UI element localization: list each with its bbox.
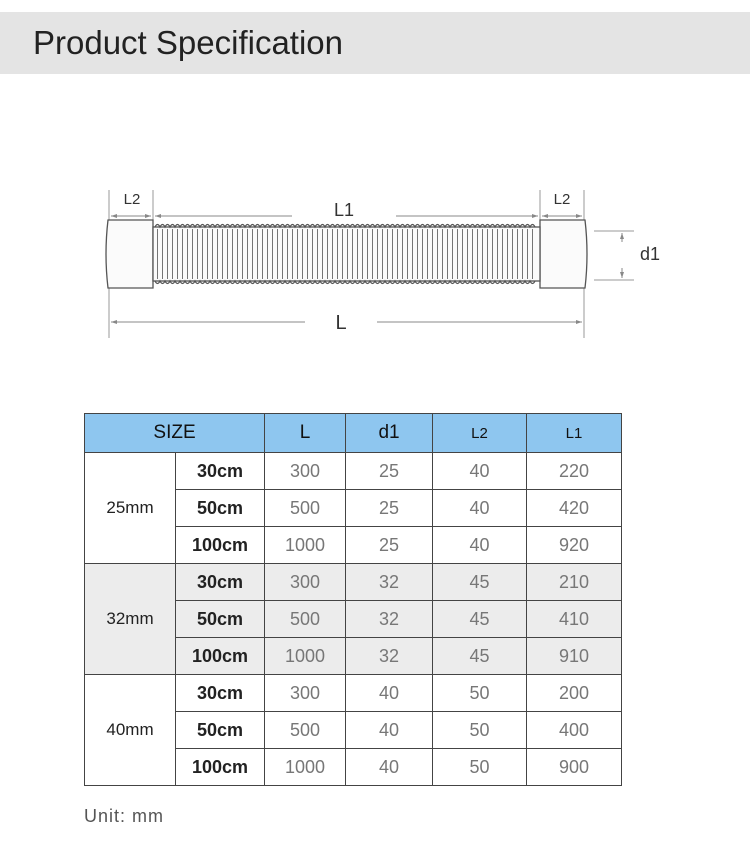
l1-cell: 900 — [527, 749, 622, 786]
group-label: 25mm — [85, 453, 176, 564]
l-cell: 500 — [265, 712, 346, 749]
l1-cell: 220 — [527, 453, 622, 490]
header-l1: L1 — [527, 414, 622, 453]
hose-dimension-diagram — [0, 170, 750, 350]
l-cell: 500 — [265, 490, 346, 527]
l1-cell: 200 — [527, 675, 622, 712]
l-cell: 300 — [265, 675, 346, 712]
l2-cell: 50 — [433, 675, 527, 712]
page-title: Product Specification — [33, 24, 344, 61]
l1-cell: 210 — [527, 564, 622, 601]
l-label: L — [335, 312, 347, 334]
l-cell: 300 — [265, 564, 346, 601]
d1-cell: 32 — [346, 638, 433, 675]
l-cell: 300 — [265, 453, 346, 490]
group-label: 32mm — [85, 564, 176, 675]
header-d1: d1 — [346, 414, 433, 453]
size-cell: 50cm — [176, 712, 265, 749]
d1-cell: 40 — [346, 712, 433, 749]
size-cell: 100cm — [176, 527, 265, 564]
l2-cell: 50 — [433, 749, 527, 786]
spec-table — [84, 413, 622, 786]
header-size: SIZE — [85, 414, 265, 453]
size-cell: 100cm — [176, 749, 265, 786]
size-cell: 50cm — [176, 601, 265, 638]
size-cell: 100cm — [176, 638, 265, 675]
l1-cell: 410 — [527, 601, 622, 638]
table-row — [85, 453, 622, 490]
unit-note: Unit: mm — [84, 806, 164, 826]
header-l2: L2 — [433, 414, 527, 453]
d1-cell: 25 — [346, 527, 433, 564]
l2-left-label: L2 — [123, 191, 141, 208]
l1-cell: 400 — [527, 712, 622, 749]
l2-right-label: L2 — [553, 191, 571, 208]
l2-cell: 50 — [433, 712, 527, 749]
d1-cell: 40 — [346, 749, 433, 786]
l2-cell: 45 — [433, 601, 527, 638]
table-header-row — [85, 414, 622, 453]
group-label: 40mm — [85, 675, 176, 786]
header-l: L — [265, 414, 346, 453]
l1-label: L1 — [333, 200, 355, 220]
size-cell: 30cm — [176, 564, 265, 601]
table-row — [85, 675, 622, 712]
l1-cell: 420 — [527, 490, 622, 527]
d1-label: d1 — [639, 244, 661, 264]
l1-cell: 920 — [527, 527, 622, 564]
l2-cell: 40 — [433, 490, 527, 527]
d1-cell: 25 — [346, 453, 433, 490]
l2-cell: 40 — [433, 453, 527, 490]
table-row — [85, 564, 622, 601]
d1-cell: 32 — [346, 601, 433, 638]
d1-cell: 40 — [346, 675, 433, 712]
l-cell: 500 — [265, 601, 346, 638]
d1-cell: 32 — [346, 564, 433, 601]
l-cell: 1000 — [265, 638, 346, 675]
l2-cell: 45 — [433, 638, 527, 675]
l2-cell: 45 — [433, 564, 527, 601]
d1-cell: 25 — [346, 490, 433, 527]
size-cell: 30cm — [176, 675, 265, 712]
l-cell: 1000 — [265, 527, 346, 564]
l2-cell: 40 — [433, 527, 527, 564]
header-bar — [0, 12, 750, 74]
l-cell: 1000 — [265, 749, 346, 786]
l1-cell: 910 — [527, 638, 622, 675]
size-cell: 30cm — [176, 453, 265, 490]
size-cell: 50cm — [176, 490, 265, 527]
